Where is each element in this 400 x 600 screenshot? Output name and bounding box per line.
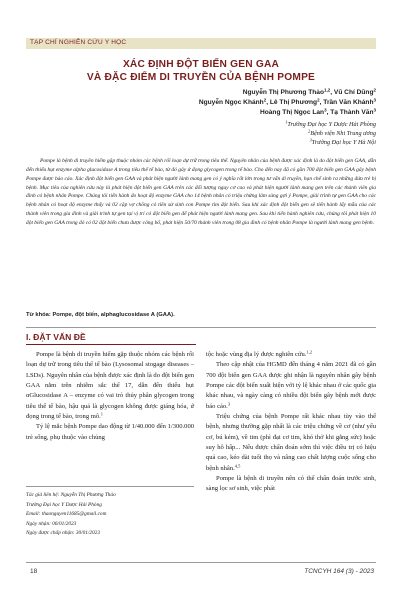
author-affil-sup: 3 xyxy=(373,107,376,113)
abstract-divider xyxy=(26,327,376,328)
note-line: Email: thaonguyen11685@gmail.com xyxy=(26,511,107,518)
article-title-line-2: VÀ ĐẶC ĐIỂM DI TRUYỀN CỦA BỆNH POMPE xyxy=(86,72,316,83)
body-paragraph: tộc hoặc vùng địa lý được nghiên cứu.$^{1,2}$ xyxy=(206,349,312,358)
author-name: Trần Văn Khánh xyxy=(323,99,374,107)
body-paragraph: Theo cập nhật của HGMD đến tháng 4 năm 2021 đã có gần 700 đột biến gen GAA được ghi nhận là nguyên nhân gây bệnh Pompe các đột biến xuất hiện với tỷ lệ khác nhau ở các quốc gia khác nhau, và ngày càng có nhiều đột biến gây bệnh mới được báo cáo.$^3$ xyxy=(206,361,376,410)
keywords-text: Pompe, đột biến, alphaglucosidase A (GAA). xyxy=(52,312,175,318)
author-line-3: Hoàng Thị Ngọc Lan$^3$, Tạ Thành Văn$^3$ xyxy=(259,107,376,117)
article-title-line-1: XÁC ĐỊNH ĐỘT BIẾN GEN GAA xyxy=(122,59,280,70)
author-line-1 xyxy=(76,88,376,98)
footnote-divider xyxy=(26,486,194,487)
note-line: Ngày được chấp nhận: 30/01/2023 xyxy=(26,530,100,537)
note-line: Tác giả liên hệ: Nguyễn Thị Phương Thảo xyxy=(26,492,116,498)
affiliation-item: $^3$Trường Đại học Y Hà Nội xyxy=(309,137,376,147)
body-paragraph: Tỷ lệ mắc bệnh Pompe dao động từ 1/40.000 đến 1/300.000 trẻ sống, phụ thuộc vào chủng xyxy=(26,423,194,441)
footer-divider xyxy=(26,562,376,563)
author-name: Nguyễn Thị Phương Thảo xyxy=(242,89,324,96)
journal-name: TẠP CHÍ NGHIÊN CỨU Y HỌC xyxy=(30,39,127,46)
affiliation-item: $^1$Trường Đại học Y Dược Hải Phòng xyxy=(285,119,376,128)
author-affil-sup: 3 xyxy=(373,97,376,103)
author-affil-sup: 2 xyxy=(317,97,320,103)
section-heading: I. ĐẶT VẤN ĐỀ xyxy=(26,332,86,342)
author-affil-sup: 2 xyxy=(263,97,267,103)
correspondence-notes xyxy=(26,491,194,539)
keywords xyxy=(26,312,376,318)
author-affil-sup: 3 xyxy=(324,107,327,113)
keywords-label: Từ khóa: xyxy=(26,312,51,318)
author-list xyxy=(76,88,376,119)
author-separator: , xyxy=(330,89,334,96)
author-line-2: Nguyễn Ngọc Khánh$^2$, Lê Thị Phương$^2$, Trần Văn Khánh$^3$ xyxy=(198,97,376,107)
body-paragraph: Pompe là bệnh di truyền hiếm gặp thuộc nhóm các bệnh rối loạn dự trữ trong tiêu thể tế bào (Lysosomal stogage diseases – LSDs). Nguyên nhân của bệnh được xác định là do đột biến gen GAA nằm trên nhiễm sắc thể 17, dẫn đến thiếu hụt αGlucosidase A – enzyme có vai trò thủy phân glycogen trong tiêu thể tế bào, hậu quả là glycogen không được giáng hóa, ứ đọng trong tế bào, trong mô.$^1$ xyxy=(26,351,194,421)
body-paragraph: Triệu chứng của bệnh Pompe rất khác nhau tùy vào thể bệnh, nhưng thường gặp nhất là các triệu chứng về cơ (như yếu cơ, bú kém), về tim (phì đại cơ tim, khó thở khi gắng sức) hoặc suy hô hấp... Nếu được chẩn đoán sớm thì việc điều trị có hiệu quả cao, kéo dài tuổi thọ và nâng cao chất lượng cuộc sống cho bệnh nhân.$^{4,5}$ xyxy=(206,413,376,472)
page-number: 18 xyxy=(30,568,38,575)
journal-issue: TCNCYH 164 (3) - 2023 xyxy=(304,568,374,575)
author-name: Lê Thị Phương xyxy=(269,99,318,107)
affiliation-list xyxy=(76,120,376,148)
affiliation-item: $^2$Bệnh viện Nhi Trung ương xyxy=(307,128,376,138)
author-name: Tạ Thành Văn xyxy=(330,109,374,117)
author-name: Nguyễn Ngọc Khánh xyxy=(198,99,264,107)
body-column-right xyxy=(206,350,376,495)
body-paragraph: Pompe là bệnh di truyền nên có thể chẩn đoán trước sinh, sàng lọc sơ sinh, việc phát xyxy=(206,475,376,493)
body-column-left xyxy=(26,350,194,443)
author-name: Vũ Chí Dũng xyxy=(333,89,374,96)
section-underline xyxy=(26,344,196,345)
note-line: Ngày nhận: 06/01/2023 xyxy=(26,520,77,527)
author-affil-sup: 2 xyxy=(373,87,376,93)
note-line: Trường Đại học Y Dược Hải Phòng xyxy=(26,501,102,508)
author-affil-sup: 1,2 xyxy=(323,87,331,93)
abstract-text: Pompe là bệnh di truyền hiếm gặp thuộc nhóm các bệnh rối loạn dự trữ trong tiêu thể. Nguyên nhân của bệnh được xác định là do đột biến gen GAA, dẫn đến thiếu hụt enzyme alpha glucosidase A trong tiêu thể tế bào, từ đó gây ứ đọng glycogen trong tế bào. Cho đến nay đã có gần 700 đột biến gen GAA gây bệnh Pompe được báo cáo. Xác định đột biến gen GAA và phát hiện người lành mang gen có ý nghĩa rất lớn trong tư vấn di truyền, hạn chế sinh ra những đứa trẻ bị bệnh. Mục tiêu của nghiên cứu này là phát hiện đột biến gen GAA trên các đối tượng nguy cơ cao và phát hiện người lành mang gen trên các thành viên gia đình có bệnh nhân Pompe. Chúng tôi tiến hành đo hoạt độ enzyme GAA cho 14 bệnh nhân có triệu chứng lâm sàng gợi ý Pompe, giải trình tự gen GAA cho các bệnh nhân có hoạt độ enzyme thấy và 02 cặp vợ chồng có tiền sử sinh con Pompe tìm đột biến. Sau khi xác định đột biến gen sẽ tiến hành lấy mẫu của các thành viên trong gia đình và giải trình tự gen tại vị trí có đột biến gen để phát hiện người lành mang gen. Sau khi tiến hành nghiên cứu, chúng tôi phát hiện 10 đột biến gen GAA trong đó có 02 đột biến chưa được công bố, phát hiện 50/70 thành viên trong 08 gia đình có bệnh nhân Pompe là người lành mang gen bệnh. xyxy=(26,158,376,226)
author-name: Hoàng Thị Ngọc Lan xyxy=(259,109,325,117)
